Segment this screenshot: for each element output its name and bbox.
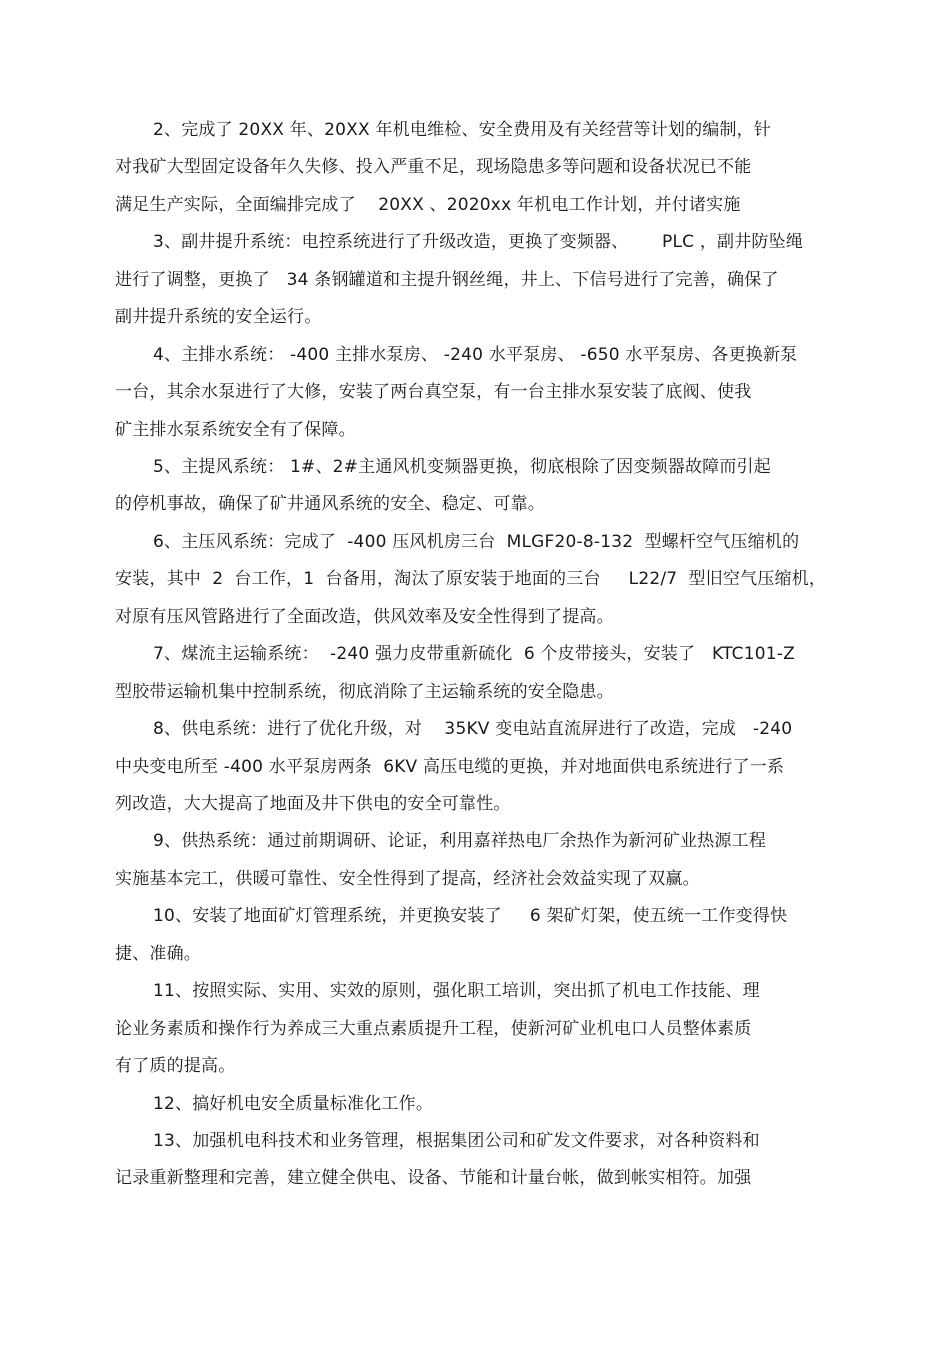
text-line: 9、供热系统：通过前期调研、论证，利用嘉祥热电厂余热作为新河矿业热源工程 <box>153 831 767 851</box>
text-line: 列改造，大大提高了地面及井下供电的安全可靠性。 <box>115 794 511 814</box>
text-line: 记录重新整理和完善，建立健全供电、设备、节能和计量台帐，做到帐实相符。加强 <box>115 1168 752 1188</box>
text-line: 2、完成了 20XX 年、20XX 年机电维检、安全费用及有关经营等计划的编制，针 <box>153 120 772 140</box>
text-line: 11、按照实际、实用、实效的原则，强化职工培训，突出抓了机电工作技能、理 <box>153 981 760 1001</box>
text-line: 5、主提风系统： 1#、2#主通风机变频器更换，彻底根除了因变频器故障而引起 <box>153 457 771 477</box>
text-line: 中央变电所至 -400 水平泵房两条 6KV 高压电缆的更换，并对地面供电系统进行了一系 <box>115 757 785 777</box>
text-line: 7、煤流主运输系统： -240 强力皮带重新硫化 6 个皮带接头，安装了 KTC101-Z <box>153 644 795 664</box>
text-line: 实施基本完工，供暖可靠性、安全性得到了提高，经济社会效益实现了双赢。 <box>115 869 700 889</box>
text-line: 捷、准确。 <box>115 944 201 964</box>
text-line: 对我矿大型固定设备年久失修、投入严重不足，现场隐患多等问题和设备状况已不能 <box>115 157 752 177</box>
text-line: 8、供电系统：进行了优化升级，对 35KV 变电站直流屏进行了改造，完成 -240 <box>153 719 793 739</box>
text-line: 13、加强机电科技术和业务管理，根据集团公司和矿发文件要求，对各种资料和 <box>153 1131 760 1151</box>
text-line: 4、主排水系统： -400 主排水泵房、 -240 水平泵房、 -650 水平泵房、各更换新泵 <box>153 345 798 365</box>
text-line: 6、主压风系统：完成了 -400 压风机房三台 MLGF20-8-132 型螺杆空气压缩机的 <box>153 532 800 552</box>
text-line: 对原有压风管路进行了全面改造，供风效率及安全性得到了提高。 <box>115 607 614 627</box>
text-line: 一台，其余水泵进行了大修，安装了两台真空泵，有一台主排水泵安装了底阀、使我 <box>115 382 752 402</box>
text-line: 的停机事故，确保了矿井通风系统的安全、稳定、可靠。 <box>115 494 545 514</box>
text-line: 论业务素质和操作行为养成三大重点素质提升工程，使新河矿业机电口人员整体素质 <box>115 1019 752 1039</box>
text-line: 12、搞好机电安全质量标准化工作。 <box>153 1094 434 1114</box>
text-line: 满足生产实际，全面编排完成了 20XX 、2020xx 年机电工作计划，并付诸实施 <box>115 195 741 215</box>
text-line: 3、副井提升系统：电控系统进行了升级改造，更换了变频器、 PLC ，副井防坠绳 <box>153 232 804 252</box>
text-line: 10、安装了地面矿灯管理系统，并更换安装了 6 架矿灯架，使五统一工作变得快 <box>153 906 788 926</box>
text-line: 型胶带运输机集中控制系统，彻底消除了主运输系统的安全隐患。 <box>115 682 614 702</box>
text-line: 矿主排水泵系统安全有了保障。 <box>115 420 356 440</box>
text-line: 副井提升系统的安全运行。 <box>115 307 322 327</box>
text-line: 有了质的提高。 <box>115 1056 236 1076</box>
text-line: 安装，其中 2 台工作，1 台备用，淘汰了原安装于地面的三台 L22/7 型旧空气压缩机， <box>115 569 827 589</box>
text-line: 进行了调整，更换了 34 条钢罐道和主提升钢丝绳，井上、下信号进行了完善，确保了 <box>115 270 779 290</box>
